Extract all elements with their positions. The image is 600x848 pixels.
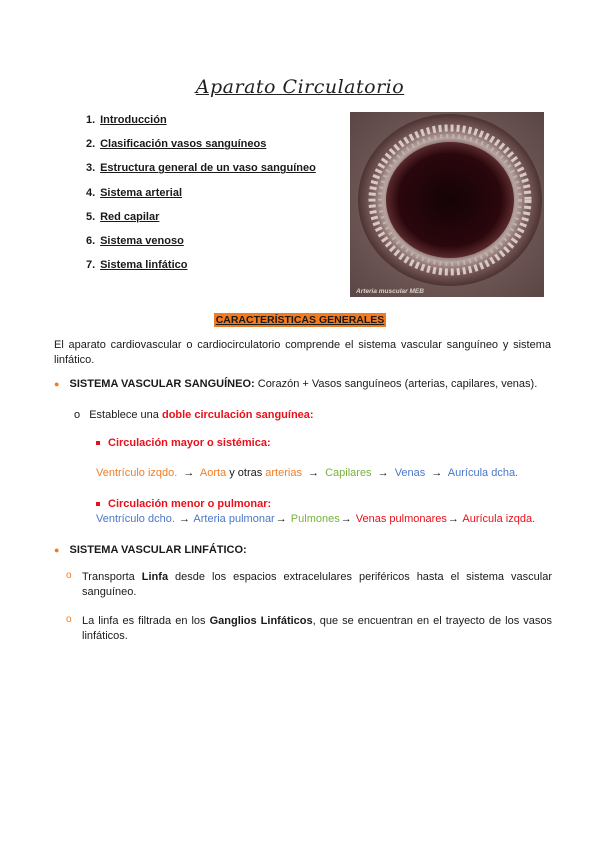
arrow-right-icon: → (308, 467, 320, 479)
circle-bullet-icon: o (66, 570, 72, 581)
page-title: Aparato Circulatorio (195, 76, 405, 98)
table-of-contents (86, 114, 316, 283)
toc-item-label: Sistema linfático (100, 259, 188, 272)
toc-item[interactable]: 2. Clasificación vasos sanguíneos (86, 138, 267, 151)
list-item: o La linfa es filtrada en los Ganglios Linfáticos, que se encuentran en el trayecto de los vasos linfáticos. (66, 614, 552, 642)
toc-item[interactable]: 7. Sistema linfático (86, 259, 188, 272)
arrow-right-icon: → (377, 467, 389, 479)
toc-item-label: Estructura general de un vaso sanguíneo (100, 162, 316, 175)
bullet-icon: ● (54, 545, 60, 555)
flow-mayor: Ventrículo izqdo. → Aorta y otras arterias → Capilares → Venas → Aurícula dcha. (96, 467, 519, 479)
toc-item[interactable]: 3. Estructura general de un vaso sanguíneo (86, 162, 316, 175)
toc-item-label: Introducción (100, 114, 167, 126)
toc-item[interactable]: 1. Introducción (86, 114, 167, 126)
circle-bullet-icon: o (66, 614, 72, 625)
list-item: o Transporta Linfa desde los espacios extracelulares periféricos hasta el sistema vascular sanguíneo. (66, 570, 552, 598)
list-item: Circulación mayor o sistémica: (96, 437, 271, 449)
flow-menor: Ventrículo dcho. → Arteria pulmonar→ Pulmones→ Venas pulmonares→ Aurícula izqda. (96, 513, 536, 525)
toc-item-label: Sistema arterial (100, 186, 182, 199)
toc-item[interactable]: 4. Sistema arterial (86, 186, 182, 199)
arrow-right-icon: → (183, 467, 195, 479)
arrow-right-icon: → (275, 513, 287, 525)
intro-paragraph: El aparato cardiovascular o cardiocirculatorio comprende el sistema vascular sanguíneo y sistema linfático. (54, 339, 551, 366)
toc-item[interactable]: 6. Sistema venoso (86, 234, 184, 247)
square-bullet-icon (96, 441, 100, 445)
section-heading: CARACTERÍSTICAS GENERALES (215, 314, 385, 326)
toc-item-label: Clasificación vasos sanguíneos (100, 138, 267, 151)
bullet-icon: ● (54, 379, 60, 389)
arrow-right-icon: → (340, 513, 352, 525)
toc-item-label: Sistema venoso (100, 234, 184, 247)
square-bullet-icon (96, 502, 100, 506)
artery-micrograph (350, 112, 544, 297)
arrow-right-icon: → (447, 513, 459, 525)
arrow-right-icon: → (431, 467, 443, 479)
circle-bullet-icon: o (74, 409, 81, 421)
list-item: o Establece una doble circulación sanguínea: (74, 409, 314, 421)
toc-item-label: Red capilar (100, 210, 160, 223)
list-item: ● SISTEMA VASCULAR SANGUÍNEO: Corazón + Vasos sanguíneos (arterias, capilares, venas). (54, 378, 538, 390)
arrow-right-icon: → (178, 513, 190, 525)
toc-item[interactable]: 5. Red capilar (86, 210, 160, 223)
list-item: ● SISTEMA VASCULAR LINFÁTICO: (54, 544, 247, 556)
image-caption: Arteria muscular MEB (356, 288, 424, 295)
list-item: Circulación menor o pulmonar: (96, 498, 271, 510)
